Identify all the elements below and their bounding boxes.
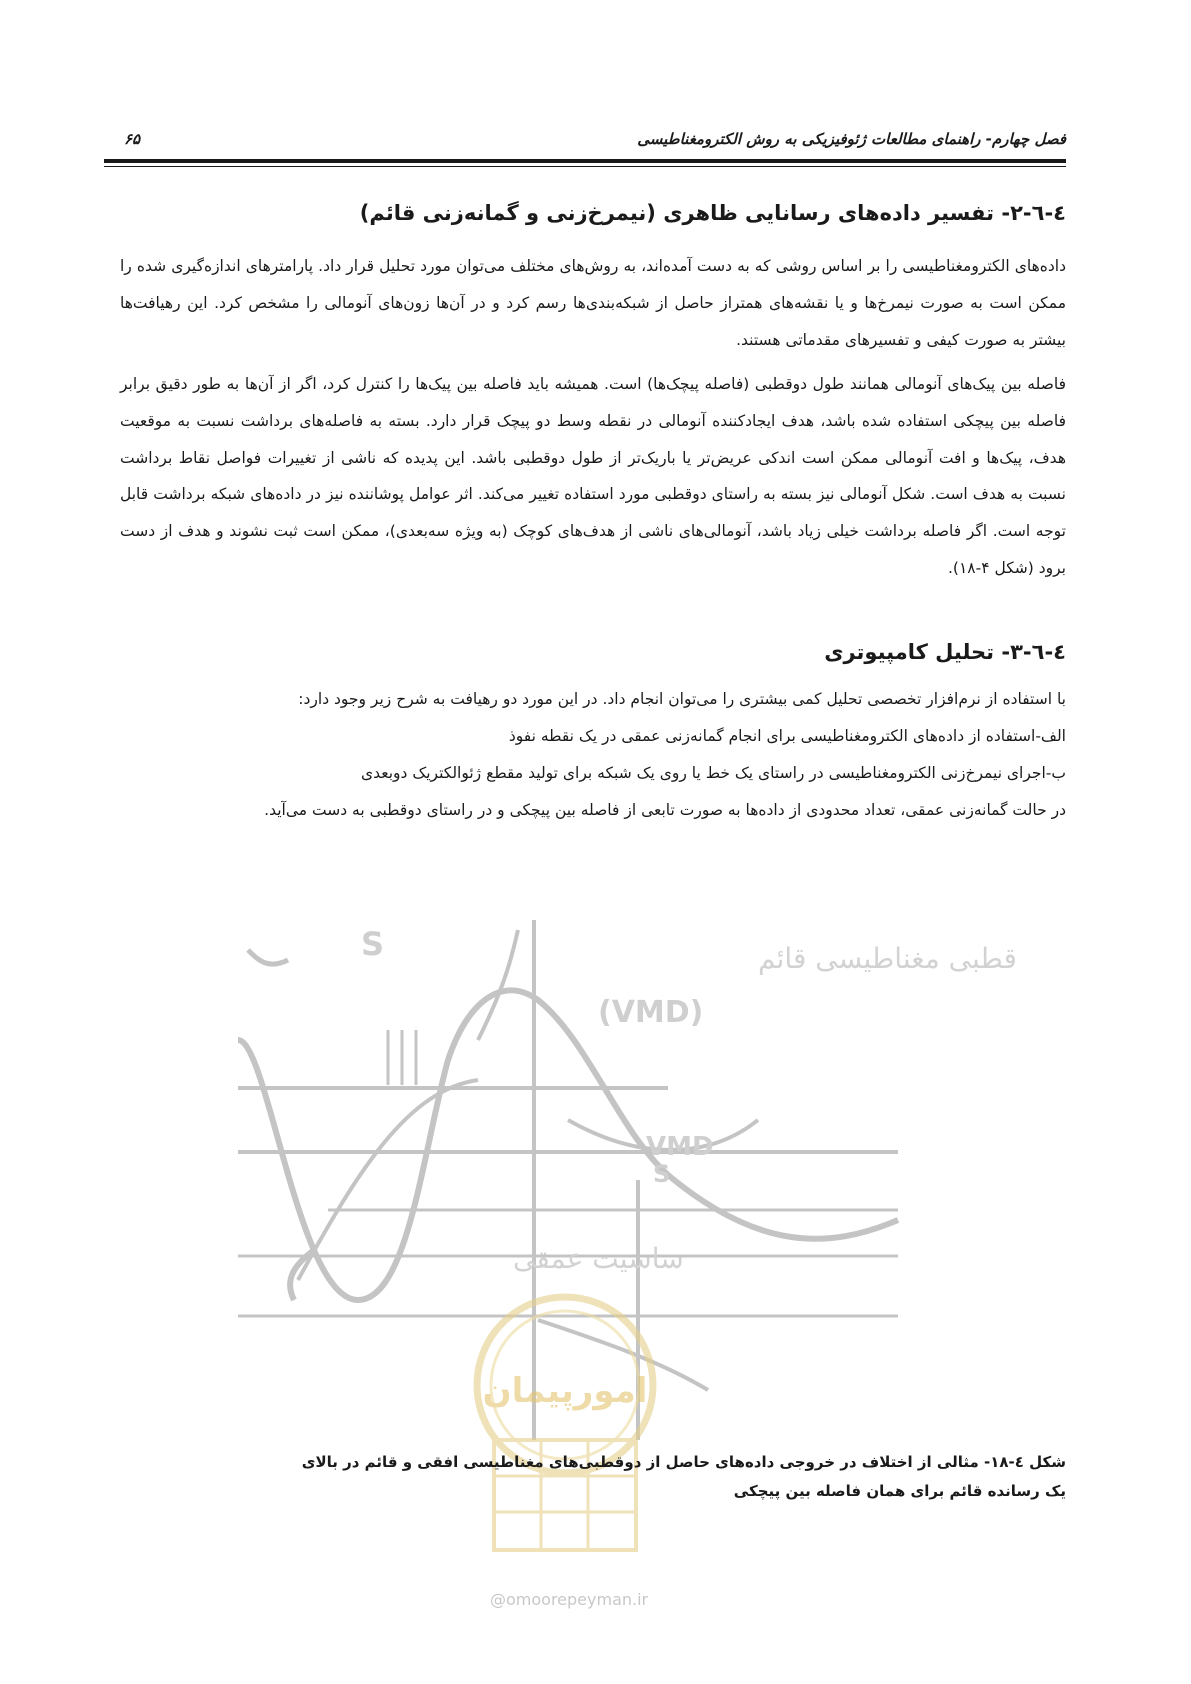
response-curve-top xyxy=(478,930,518,1040)
header-rule-thick xyxy=(104,159,1066,163)
section-heading-4-6-2: ٤-٦-٢- تفسیر داده‌های رسانایی ظاهری (نیمرخ‌زنی و گمانه‌زنی قائم) xyxy=(359,201,1066,225)
figure-caption-line-2: یک رسانده قائم برای همان فاصله بین پیچکی xyxy=(733,1482,1066,1500)
text-line-2: الف-استفاده از داده‌های الکترومغناطیسی برای انجام گمانه‌زنی عمقی در یک نقطه نفوذ xyxy=(508,727,1066,745)
text-line-1: با استفاده از نرم‌افزار تخصصی تحلیل کمی بیشتری را می‌توان انجام داد. در این مورد دو رهیافت به شرح زیر وجود دارد: xyxy=(298,690,1066,708)
text-line-4: در حالت گمانه‌زنی عمقی، تعداد محدودی از داده‌ها به صورت تابعی از فاصله بین پیچکی و در راستای دوقطبی به دست می‌آید. xyxy=(264,801,1066,819)
header-rule-thin xyxy=(104,166,1066,167)
label-vmd-paren: (VMD) xyxy=(598,995,704,1030)
figure-mark-left xyxy=(248,950,288,964)
paragraph-2: فاصله بین پیک‌های آنومالی همانند طول دوقطبی (فاصله پیچک‌ها) است. همیشه باید فاصله بین پیک‌ها را کنترل کرد، اگر از آن‌ها به طور دقیق برابر فاصله بین پیچکی استفاده شده باشد، هدف ایجادکننده آنومالی در نقطه وسط دو پیچک قرار دارد. بسته به فاصله‌های برداشت نسبت به موقعیت هدف، پیک‌ها و افت آنومالی ممکن است اندکی عریض‌تر یا باریک‌تر از طول دوقطبی باشد. این پدیده که ناشی از تغییرات فواصل نقاط برداشت نسبت به هدف است. شکل آنومالی نیز بسته به راستای دوقطبی مورد استفاده تغییر می‌کند. اثر عوامل پوشاننده نیز در داده‌های شبکه برداشت قابل توجه است. اگر فاصله برداشت خیلی زیاد باشد، آنومالی‌های ناشی از هدف‌های کوچک (به ویژه سه‌بعدی)، ممکن است ثبت نشوند و هدف از دست برود (شکل ۴-۱۸). xyxy=(120,375,1066,577)
label-top-persian: قطبی مغناطیسی قائم xyxy=(758,942,1017,975)
watermark-logo-text: امورپیمان xyxy=(482,1371,648,1411)
label-vmd: VMD xyxy=(646,1132,714,1162)
text-line-3: ب-اجرای نیمرخ‌زنی الکترومغناطیسی در راستای یک خط یا روی یک شبکه برای تولید مقطع ژئوالکتریک دوبعدی xyxy=(360,764,1066,782)
page-header xyxy=(104,128,1066,162)
figure-caption-line-1: شکل ٤-١٨- مثالی از اختلاف در خروجی داده‌های حاصل از دوقطبی‌های مغناطیسی افقی و قائم در بالای xyxy=(301,1453,1066,1471)
page-number: ۶۵ xyxy=(124,130,141,148)
paragraph-1: داده‌های الکترومغناطیسی را بر اساس روشی که به دست آمده‌اند، به روش‌های مختلف می‌توان مورد تحلیل قرار داد. پارامترهای اندازه‌گیری شده را ممکن است به صورت نیمرخ‌ها و یا نقشه‌های همتراز حاصل از شبکه‌بندی‌ها رسم کرد و در آن‌ها زون‌های آنومالی را مشخص کرد. این رهیافت‌ها بیشتر به صورت کیفی و تفسیرهای مقدماتی هستند. xyxy=(120,257,1066,349)
section-heading-4-6-3: ٤-٦-٣- تحلیل کامپیوتری xyxy=(824,640,1066,664)
label-bottom-persian: ساسیت عمقی xyxy=(513,1242,684,1275)
watermark-site: @omoorepeyman.ir xyxy=(490,1590,649,1609)
chapter-title: فصل چهارم- راهنمای مطالعات ژئوفیزیکی به روش الکترومغناطیسی xyxy=(637,130,1066,148)
watermark-seal xyxy=(470,1290,660,1560)
watermark-logo xyxy=(470,1290,660,1560)
label-s-top: S xyxy=(361,925,385,963)
response-curve-left xyxy=(298,1080,478,1280)
label-s-mid: S xyxy=(653,1160,671,1188)
